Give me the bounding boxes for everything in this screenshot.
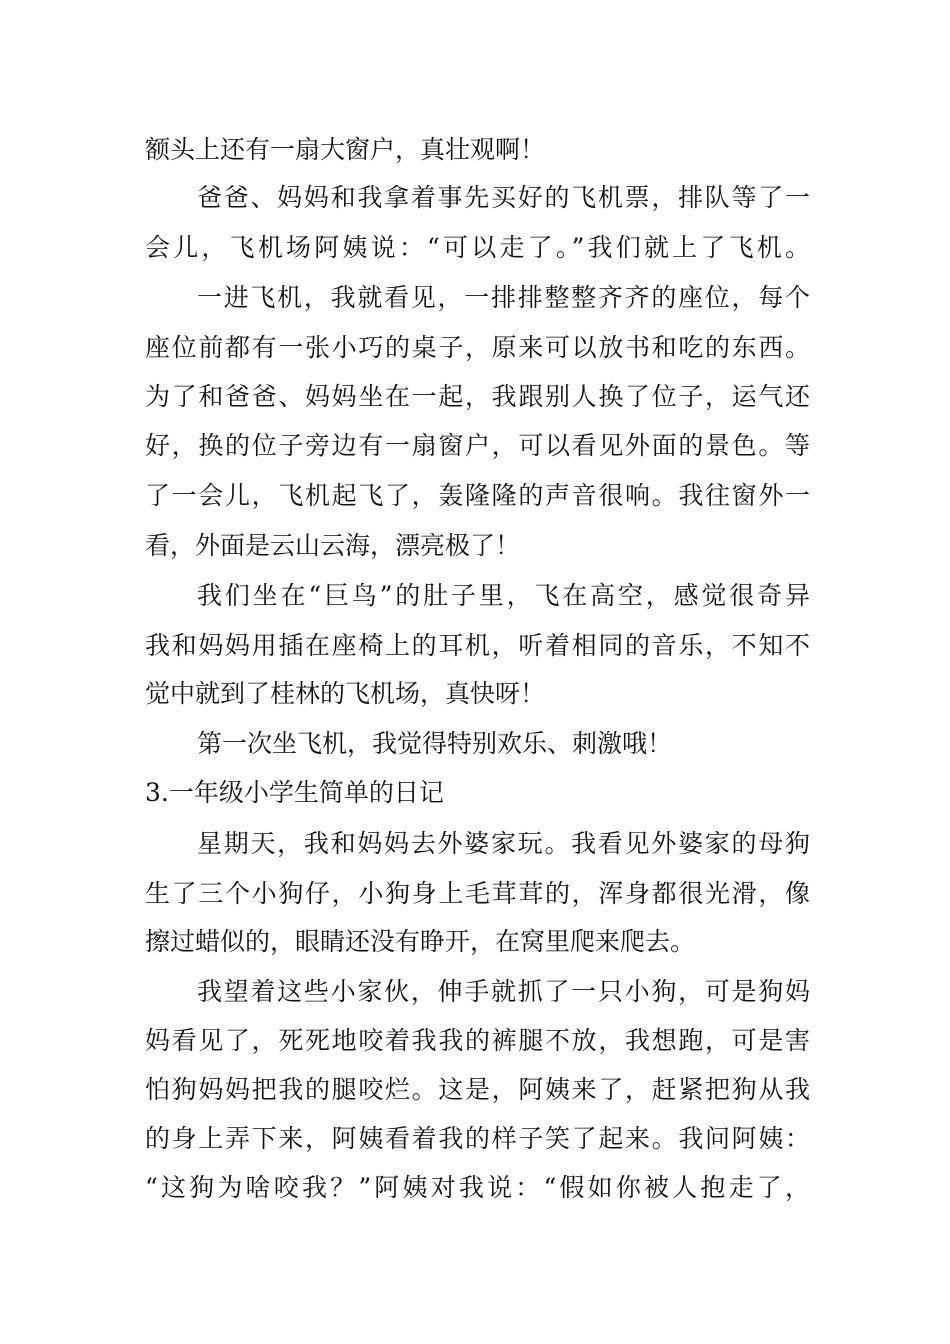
paragraph-line: 妈看见了，死死地咬着我我的裤腿不放，我想跑，可是害	[145, 1026, 810, 1055]
paragraph-line: 怕狗妈妈把我的腿咬烂。这是，阿姨来了，赶紧把狗从我	[145, 1075, 810, 1104]
paragraph-line: “这狗为啥咬我？”阿姨对我说：“假如你被人抱走了，	[145, 1173, 810, 1202]
paragraph-line: 第一次坐飞机，我觉得特别欢乐、刺激哦！	[197, 729, 673, 758]
paragraph-line: 好，换的位子旁边有一扇窗户，可以看见外面的景色。等	[145, 431, 810, 460]
paragraph-line: 星期天，我和妈妈去外婆家玩。我看见外婆家的母狗	[197, 829, 810, 858]
paragraph-line: 了一会儿，飞机起飞了，轰隆隆的声音很响。我往窗外一	[145, 481, 810, 510]
paragraph-line: 擦过蜡似的，眼睛还没有睁开，在窝里爬来爬去。	[145, 927, 696, 956]
paragraph-line: 的身上弄下来，阿姨看着我的样子笑了起来。我问阿姨：	[145, 1124, 810, 1153]
paragraph-line: 爸爸、妈妈和我拿着事先买好的飞机票，排队等了一	[197, 183, 810, 212]
paragraph-line: 额头上还有一扇大窗户，真壮观啊！	[145, 135, 546, 164]
paragraph-line: 觉中就到了桂林的飞机场，真快呀！	[145, 679, 546, 708]
paragraph-line: 我和妈妈用插在座椅上的耳机，听着相同的音乐，不知不	[145, 631, 810, 660]
section-heading: 3.一年级小学生简单的日记	[145, 778, 444, 807]
paragraph-line: 我们坐在“巨鸟”的肚子里，飞在高空，感觉很奇异	[197, 581, 810, 610]
paragraph-line: 座位前都有一张小巧的桌子，原来可以放书和吃的东西。	[145, 333, 810, 362]
paragraph-line: 看，外面是云山云海，漂亮极了！	[145, 531, 521, 560]
paragraph-line: 一进飞机，我就看见，一排排整整齐齐的座位，每个	[197, 283, 810, 312]
paragraph-line: 生了三个小狗仔，小狗身上毛茸茸的，浑身都很光滑，像	[145, 879, 810, 908]
paragraph-line: 为了和爸爸、妈妈坐在一起，我跟别人换了位子，运气还	[145, 382, 810, 411]
paragraph-line: 会儿，飞机场阿姨说：“可以走了。”我们就上了飞机。	[145, 233, 810, 262]
paragraph-line: 我望着这些小家伙，伸手就抓了一只小狗，可是狗妈	[197, 977, 810, 1006]
